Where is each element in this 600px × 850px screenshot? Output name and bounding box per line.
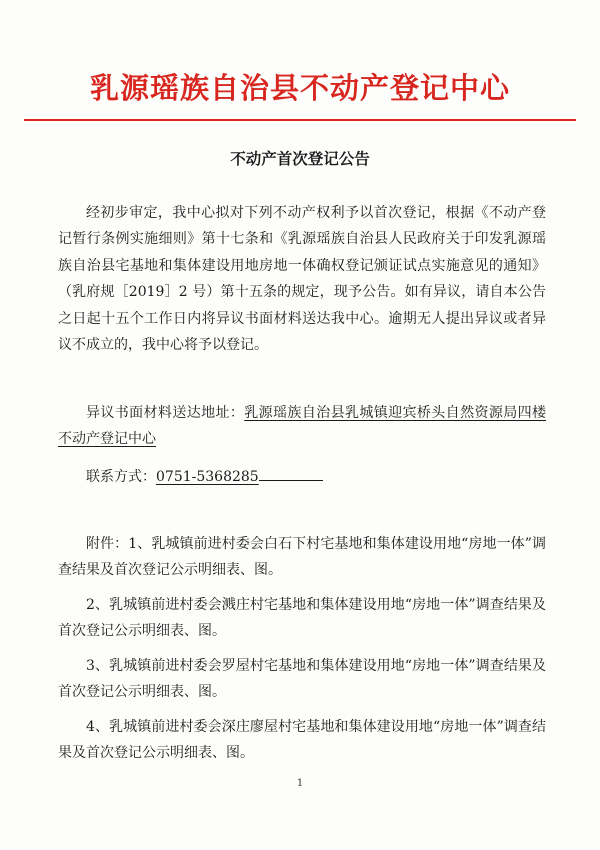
contact-blank-line bbox=[259, 479, 323, 481]
contact-phone: 0751-5368285 bbox=[156, 469, 259, 485]
attachment-item: 3、乳城镇前进村委会罗屋村宅基地和集体建设用地“房地一体”调查结果及首次登记公示明细表、图。 bbox=[58, 658, 546, 701]
contact-label: 联系方式： bbox=[86, 469, 156, 485]
notice-title: 不动产首次登记公告 bbox=[230, 149, 370, 168]
attachment-item: 4、乳城镇前进村委会深庄廖屋村宅基地和集体建设用地“房地一体”调查结果及首次登记公示明细表、图。 bbox=[58, 719, 546, 762]
objection-address-paragraph bbox=[58, 400, 546, 453]
objection-address-label: 异议书面材料送达地址： bbox=[86, 405, 245, 421]
notice-paragraph: 经初步审定，我中心拟对下列不动产权利予以首次登记，根据《不动产登记暂行条例实施细则》第十七条和《乳源瑶族自治县人民政府关于印发乳源瑶族自治县宅基地和集体建设用地房地一体确权登记颁证试点实施意见的通知》（乳府规［2019］2 号）第十五条的规定，现予公告。如有异议，请自本公告之日起十五个工作日内将异议书面材料送达我中心。逾期无人提出异议或者异议不成立的，我中心将予以登记。 bbox=[58, 205, 546, 354]
header-divider bbox=[24, 119, 576, 121]
attachment-item: 2、乳城镇前进村委会溅庄村宅基地和集体建设用地“房地一体”调查结果及首次登记公示明细表、图。 bbox=[58, 597, 546, 640]
objection-address: 乳源瑶族自治县乳城镇迎宾桥头自然资源局四楼不动产登记中心 bbox=[58, 405, 547, 448]
page-number: 1 bbox=[296, 778, 304, 789]
attachment-item: 附件：1、乳城镇前进村委会白石下村宅基地和集体建设用地“房地一体”调查结果及首次登记公示明细表、图。 bbox=[58, 536, 546, 579]
organization-title: 乳源瑶族自治县不动产登记中心 bbox=[89, 71, 510, 105]
contact-paragraph bbox=[58, 464, 546, 490]
